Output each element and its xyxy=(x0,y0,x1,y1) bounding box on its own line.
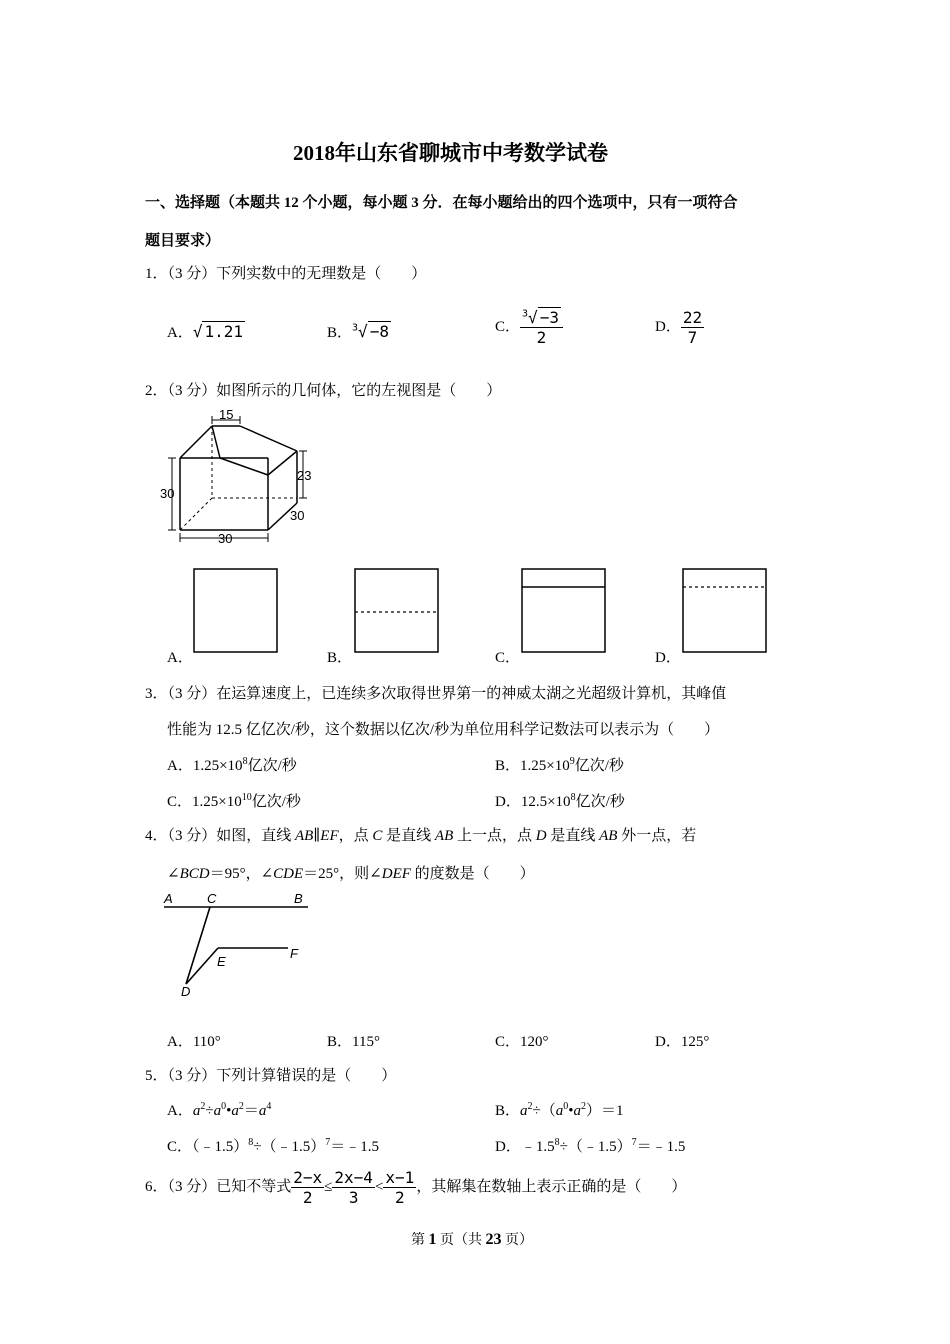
exponent: 8 xyxy=(570,792,576,803)
q4-geometry-figure xyxy=(160,888,320,1000)
page-number: 1 xyxy=(428,1231,437,1248)
base: 1.25×10 xyxy=(192,794,242,810)
option-label: C． xyxy=(495,318,521,335)
unit: 亿次/秒 xyxy=(251,794,301,810)
label-point-a: A xyxy=(164,891,173,906)
q4-option-c: C．120° xyxy=(495,1034,549,1050)
q2-solid-figure xyxy=(160,405,320,547)
var: CDE xyxy=(273,866,304,882)
q3-option-a xyxy=(167,754,297,775)
exponent: 7 xyxy=(325,1137,331,1148)
text: ，点 xyxy=(338,828,373,844)
option-label: C． xyxy=(167,794,193,810)
option-label: B． xyxy=(495,1103,521,1119)
var: AB xyxy=(295,828,314,844)
exponent: 0 xyxy=(221,1101,227,1112)
text: 页（共 xyxy=(436,1233,486,1248)
expr: （﹣1.5） xyxy=(192,1139,249,1155)
q4-stem-line1 xyxy=(145,824,696,845)
q5-option-c xyxy=(167,1135,379,1156)
unit: 亿次/秒 xyxy=(247,758,297,774)
var: AB xyxy=(599,828,618,844)
text: ＝95°，∠ xyxy=(209,866,274,882)
text: 上一点，点 xyxy=(453,828,536,844)
dim-label-bottom: 30 xyxy=(218,531,233,546)
q4-option-a: A．110° xyxy=(167,1034,221,1050)
expr: ÷（﹣1.5） xyxy=(559,1139,632,1155)
numerator: 2−x xyxy=(293,1168,323,1187)
option-label: A． xyxy=(167,1103,193,1119)
denominator: 3 xyxy=(348,1188,359,1207)
q2-option-d-figure xyxy=(682,568,768,654)
exponent: 7 xyxy=(631,1137,637,1148)
numerator: 22 xyxy=(682,308,703,327)
section-heading-line1: 一、选择题（本题共 12 个小题，每小题 3 分．在每小题给出的四个选项中，只有一项符合 xyxy=(145,195,738,211)
op: ＝ xyxy=(243,1103,259,1119)
page-total: 23 xyxy=(485,1231,502,1248)
label-point-d: D xyxy=(181,984,191,999)
exponent: 2 xyxy=(527,1101,533,1112)
text: ∠ xyxy=(167,866,180,882)
text: ∥ xyxy=(313,828,321,844)
var: a xyxy=(192,1103,201,1119)
expr: ＝﹣1.5 xyxy=(636,1139,686,1155)
var: EF xyxy=(320,828,339,844)
q3-stem-line1: 3．（3 分）在运算速度上，已连续多次取得世界第一的神威太湖之光超级计算机，其峰值 xyxy=(145,686,727,702)
q2-option-c-label: C． xyxy=(495,650,521,666)
q2-option-d-label: D． xyxy=(655,650,681,666)
expr: ﹣1.5 xyxy=(520,1139,555,1155)
text: ＝25°，则∠ xyxy=(303,866,382,882)
var: a xyxy=(258,1103,267,1119)
op: ≤ xyxy=(324,1178,333,1195)
q1-option-b: B．$^3$√ −8 xyxy=(327,322,389,341)
op: ÷ xyxy=(205,1103,214,1119)
option-label: D． xyxy=(655,318,681,335)
q2-option-c-figure xyxy=(521,568,607,654)
q3-option-b xyxy=(495,754,624,775)
q3-stem-line2: 性能为 12.5 亿亿次/秒，这个数据以亿次/秒为单位用科学记数法可以表示为（ ） xyxy=(167,722,720,738)
var: BCD xyxy=(179,866,210,882)
dim-label-right-height: 23 xyxy=(297,468,312,483)
denominator: 2 xyxy=(536,328,547,347)
exponent: 10 xyxy=(241,792,252,803)
q1-option-a: A．√ 1.21 xyxy=(167,322,244,341)
text: 4．（3 分）如图，直线 xyxy=(145,828,296,844)
option-label: A． xyxy=(167,758,193,774)
numerator: x−1 xyxy=(385,1168,415,1187)
q4-stem-line2 xyxy=(167,862,535,883)
label-point-c: C xyxy=(207,891,217,906)
q2-option-a-figure xyxy=(193,568,279,654)
expr: ＝﹣1.5 xyxy=(330,1139,380,1155)
option-label: D． xyxy=(495,794,521,810)
unit: 亿次/秒 xyxy=(575,794,625,810)
exponent: 9 xyxy=(569,756,575,767)
base: 1.25×10 xyxy=(520,758,570,774)
denominator: 7 xyxy=(687,328,698,347)
text: 第 xyxy=(411,1233,429,1248)
denominator: 2 xyxy=(302,1188,313,1207)
exponent: 8 xyxy=(248,1137,254,1148)
q6-stem xyxy=(145,1168,686,1207)
option-label: A． xyxy=(167,325,193,341)
option-label: B． xyxy=(327,325,353,341)
var: DEF xyxy=(381,866,411,882)
q1-option-d xyxy=(655,308,704,347)
unit: 亿次/秒 xyxy=(574,758,624,774)
exponent: 2 xyxy=(238,1101,244,1112)
label-point-e: E xyxy=(217,954,226,969)
expr: ÷（﹣1.5） xyxy=(253,1139,326,1155)
text: 是直线 xyxy=(382,828,435,844)
text: 页） xyxy=(501,1233,533,1248)
radicand: −8 xyxy=(369,322,389,341)
exponent: 8 xyxy=(554,1137,560,1148)
op: ÷（ xyxy=(532,1103,556,1119)
var: C xyxy=(372,828,383,844)
page-footer xyxy=(411,1229,533,1249)
text: ，其解集在数轴上表示正确的是（ ） xyxy=(416,1178,687,1195)
dim-label-left-height: 30 xyxy=(160,486,175,501)
var: a xyxy=(231,1103,239,1119)
radicand: −3 xyxy=(539,308,559,327)
op: • xyxy=(568,1103,574,1119)
dim-label-depth: 30 xyxy=(290,508,305,523)
text: 外一点，若 xyxy=(617,828,697,844)
label-point-f: F xyxy=(290,946,298,961)
numerator: 2x−4 xyxy=(334,1168,373,1187)
var: AB xyxy=(434,828,454,844)
q5-option-d xyxy=(495,1135,685,1156)
q3-option-d xyxy=(495,790,625,811)
q3-option-c xyxy=(167,790,301,811)
op: < xyxy=(374,1178,384,1195)
var: a xyxy=(573,1103,582,1119)
q5-option-b xyxy=(495,1099,624,1120)
var: a xyxy=(520,1103,528,1119)
option-label: C． xyxy=(167,1139,193,1155)
q2-option-b-label: B． xyxy=(327,650,353,666)
q2-stem: 2．（3 分）如图所示的几何体，它的左视图是（ ） xyxy=(145,383,502,399)
exponent: 8 xyxy=(242,756,248,767)
text: 是直线 xyxy=(546,828,600,844)
q1-stem: 1．（3 分）下列实数中的无理数是（ ） xyxy=(145,266,427,282)
q4-option-b: B．115° xyxy=(327,1034,380,1050)
var: a xyxy=(213,1103,222,1119)
q2-option-b-figure xyxy=(354,568,440,654)
q5-stem: 5．（3 分）下列计算错误的是（ ） xyxy=(145,1068,397,1084)
exponent: 2 xyxy=(200,1101,206,1112)
section-heading-line2: 题目要求） xyxy=(145,233,221,249)
var: D xyxy=(535,828,547,844)
base: 1.25×10 xyxy=(192,758,243,774)
exponent: 4 xyxy=(266,1101,272,1112)
option-label: D． xyxy=(495,1139,521,1155)
denominator: 2 xyxy=(395,1188,405,1207)
page-title: 2018年山东省聊城市中考数学试卷 xyxy=(293,141,608,165)
label-point-b: B xyxy=(294,891,303,906)
q2-option-a-label: A． xyxy=(167,650,193,666)
radicand: 1.21 xyxy=(204,322,244,341)
dim-label-top: 15 xyxy=(219,407,234,422)
base: 12.5×10 xyxy=(520,794,571,810)
op: ）＝1 xyxy=(586,1103,624,1119)
text: 6．（3 分）已知不等式 xyxy=(145,1178,292,1195)
root-index: 3 xyxy=(522,308,529,320)
exponent: 2 xyxy=(581,1101,587,1112)
op: • xyxy=(226,1103,232,1119)
exponent: 0 xyxy=(563,1101,569,1112)
text: 的度数是（ ） xyxy=(410,866,535,882)
var: a xyxy=(555,1103,564,1119)
q4-option-d: D．125° xyxy=(655,1034,710,1050)
root-index: 3 xyxy=(352,322,359,334)
q5-option-a xyxy=(167,1099,271,1120)
q1-option-c: C． $\frac{^3√ -3}{2}$ xyxy=(495,308,563,347)
option-label: B． xyxy=(495,758,521,774)
